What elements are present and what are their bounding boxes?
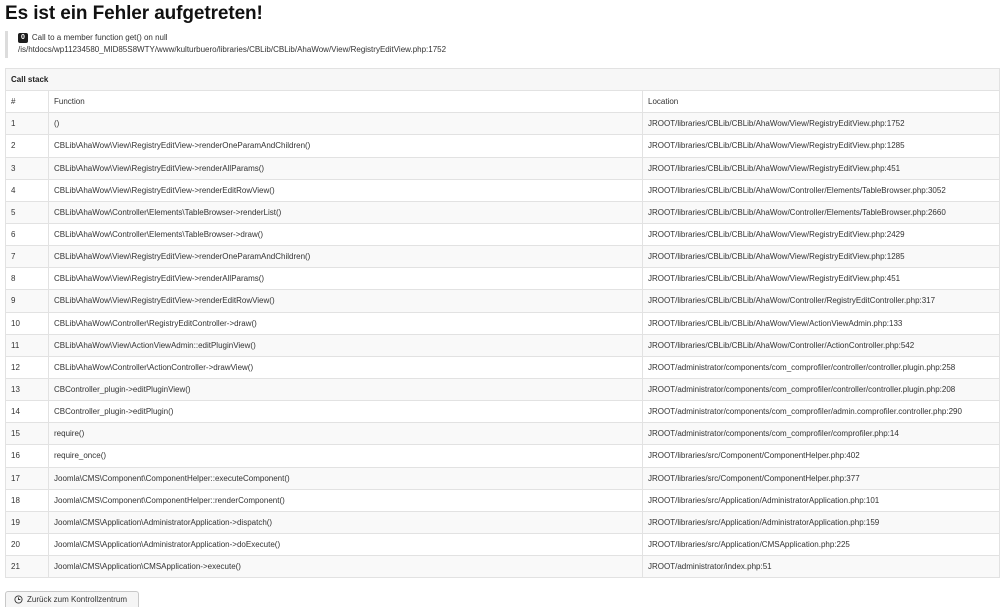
error-message-line <box>18 31 1000 44</box>
table-row <box>6 489 1000 511</box>
row-location: JROOT/libraries/CBLib/CBLib/AhaWow/Controller/ActionController.php:542 <box>643 334 1000 356</box>
row-location: JROOT/administrator/components/com_comprofiler/admin.comprofiler.controller.php:290 <box>643 401 1000 423</box>
column-header-row <box>6 91 1000 113</box>
table-row <box>6 533 1000 555</box>
row-function: CBController_plugin->editPlugin() <box>49 401 643 423</box>
row-function: () <box>49 113 643 135</box>
row-number: 1 <box>6 113 49 135</box>
back-to-control-panel-button[interactable] <box>5 591 139 607</box>
row-function: CBLib\AhaWow\View\RegistryEditView->renderEditRowView() <box>49 290 643 312</box>
row-location: JROOT/administrator/components/com_comprofiler/controller/controller.plugin.php:208 <box>643 378 1000 400</box>
clock-icon <box>14 595 23 604</box>
row-number: 21 <box>6 556 49 578</box>
table-row <box>6 157 1000 179</box>
row-location: JROOT/libraries/CBLib/CBLib/AhaWow/Controller/RegistryEditController.php:317 <box>643 290 1000 312</box>
row-location: JROOT/libraries/src/Application/CMSApplication.php:225 <box>643 533 1000 555</box>
table-row <box>6 268 1000 290</box>
row-function: CBController_plugin->editPluginView() <box>49 378 643 400</box>
row-function: CBLib\AhaWow\View\RegistryEditView->renderEditRowView() <box>49 179 643 201</box>
page-title: Es ist ein Fehler aufgetreten! <box>5 3 263 24</box>
table-row <box>6 113 1000 135</box>
table-row <box>6 378 1000 400</box>
row-location: JROOT/administrator/components/com_comprofiler/comprofiler.php:14 <box>643 423 1000 445</box>
row-location: JROOT/administrator/components/com_comprofiler/controller/controller.plugin.php:258 <box>643 356 1000 378</box>
row-number: 13 <box>6 378 49 400</box>
error-path: /is/htdocs/wp11234580_MID85S8WTY/www/kulturbuero/libraries/CBLib/CBLib/AhaWow/View/RegistryEditView.php:1752 <box>18 45 447 54</box>
row-function: Joomla\CMS\Component\ComponentHelper::renderComponent() <box>49 489 643 511</box>
table-row <box>6 445 1000 467</box>
table-row <box>6 556 1000 578</box>
row-function: Joomla\CMS\Component\ComponentHelper::executeComponent() <box>49 467 643 489</box>
row-number: 3 <box>6 157 49 179</box>
row-function: CBLib\AhaWow\View\RegistryEditView->renderOneParamAndChildren() <box>49 246 643 268</box>
table-row <box>6 246 1000 268</box>
row-function: Joomla\CMS\Application\CMSApplication->execute() <box>49 556 643 578</box>
row-number: 9 <box>6 290 49 312</box>
call-stack-heading: Call stack <box>6 69 1000 91</box>
row-function: CBLib\AhaWow\View\RegistryEditView->renderOneParamAndChildren() <box>49 135 643 157</box>
column-header-num: # <box>6 91 49 113</box>
row-location: JROOT/libraries/CBLib/CBLib/AhaWow/View/RegistryEditView.php:1285 <box>643 246 1000 268</box>
row-location: JROOT/libraries/src/Component/ComponentHelper.php:402 <box>643 445 1000 467</box>
row-function: CBLib\AhaWow\Controller\RegistryEditController->draw() <box>49 312 643 334</box>
table-row <box>6 423 1000 445</box>
row-number: 20 <box>6 533 49 555</box>
row-number: 15 <box>6 423 49 445</box>
error-message-box <box>5 31 1000 58</box>
row-number: 2 <box>6 135 49 157</box>
row-number: 4 <box>6 179 49 201</box>
table-row <box>6 290 1000 312</box>
row-number: 5 <box>6 201 49 223</box>
table-row <box>6 356 1000 378</box>
row-number: 8 <box>6 268 49 290</box>
row-location: JROOT/libraries/CBLib/CBLib/AhaWow/View/ActionViewAdmin.php:133 <box>643 312 1000 334</box>
table-row <box>6 401 1000 423</box>
table-row <box>6 334 1000 356</box>
row-function: CBLib\AhaWow\View\ActionViewAdmin::editPluginView() <box>49 334 643 356</box>
row-function: CBLib\AhaWow\View\RegistryEditView->renderAllParams() <box>49 268 643 290</box>
column-header-location: Location <box>643 91 1000 113</box>
row-number: 17 <box>6 467 49 489</box>
row-function: CBLib\AhaWow\View\RegistryEditView->renderAllParams() <box>49 157 643 179</box>
row-location: JROOT/libraries/src/Application/AdministratorApplication.php:159 <box>643 511 1000 533</box>
row-location: JROOT/libraries/CBLib/CBLib/AhaWow/View/RegistryEditView.php:2429 <box>643 223 1000 245</box>
back-button-label: Zurück zum Kontrollzentrum <box>27 595 128 604</box>
row-location: JROOT/libraries/CBLib/CBLib/AhaWow/Controller/Elements/TableBrowser.php:2660 <box>643 201 1000 223</box>
row-function: CBLib\AhaWow\Controller\Elements\TableBrowser->renderList() <box>49 201 643 223</box>
table-row <box>6 179 1000 201</box>
row-function: Joomla\CMS\Application\AdministratorApplication->dispatch() <box>49 511 643 533</box>
table-row <box>6 312 1000 334</box>
row-function: require_once() <box>49 445 643 467</box>
row-location: JROOT/libraries/CBLib/CBLib/AhaWow/Controller/Elements/TableBrowser.php:3052 <box>643 179 1000 201</box>
row-number: 19 <box>6 511 49 533</box>
row-number: 7 <box>6 246 49 268</box>
row-function: CBLib\AhaWow\Controller\ActionController->drawView() <box>49 356 643 378</box>
row-function: CBLib\AhaWow\Controller\Elements\TableBrowser->draw() <box>49 223 643 245</box>
call-stack-heading-row <box>6 69 1000 91</box>
row-location: JROOT/libraries/CBLib/CBLib/AhaWow/View/RegistryEditView.php:1285 <box>643 135 1000 157</box>
table-row <box>6 511 1000 533</box>
error-code-badge: 0 <box>18 33 28 43</box>
row-number: 12 <box>6 356 49 378</box>
table-row <box>6 201 1000 223</box>
row-function: require() <box>49 423 643 445</box>
row-location: JROOT/libraries/CBLib/CBLib/AhaWow/View/RegistryEditView.php:1752 <box>643 113 1000 135</box>
call-stack-table <box>5 68 1000 578</box>
row-location: JROOT/administrator/index.php:51 <box>643 556 1000 578</box>
row-function: Joomla\CMS\Application\AdministratorApplication->doExecute() <box>49 533 643 555</box>
row-number: 6 <box>6 223 49 245</box>
row-location: JROOT/libraries/src/Component/ComponentHelper.php:377 <box>643 467 1000 489</box>
table-row <box>6 135 1000 157</box>
row-number: 18 <box>6 489 49 511</box>
table-row <box>6 223 1000 245</box>
row-number: 11 <box>6 334 49 356</box>
row-number: 14 <box>6 401 49 423</box>
error-message: Call to a member function get() on null <box>31 33 168 42</box>
row-number: 16 <box>6 445 49 467</box>
row-number: 10 <box>6 312 49 334</box>
column-header-function: Function <box>49 91 643 113</box>
table-row <box>6 467 1000 489</box>
row-location: JROOT/libraries/CBLib/CBLib/AhaWow/View/RegistryEditView.php:451 <box>643 268 1000 290</box>
row-location: JROOT/libraries/CBLib/CBLib/AhaWow/View/RegistryEditView.php:451 <box>643 157 1000 179</box>
row-location: JROOT/libraries/src/Application/AdministratorApplication.php:101 <box>643 489 1000 511</box>
call-stack-body <box>6 113 1000 578</box>
